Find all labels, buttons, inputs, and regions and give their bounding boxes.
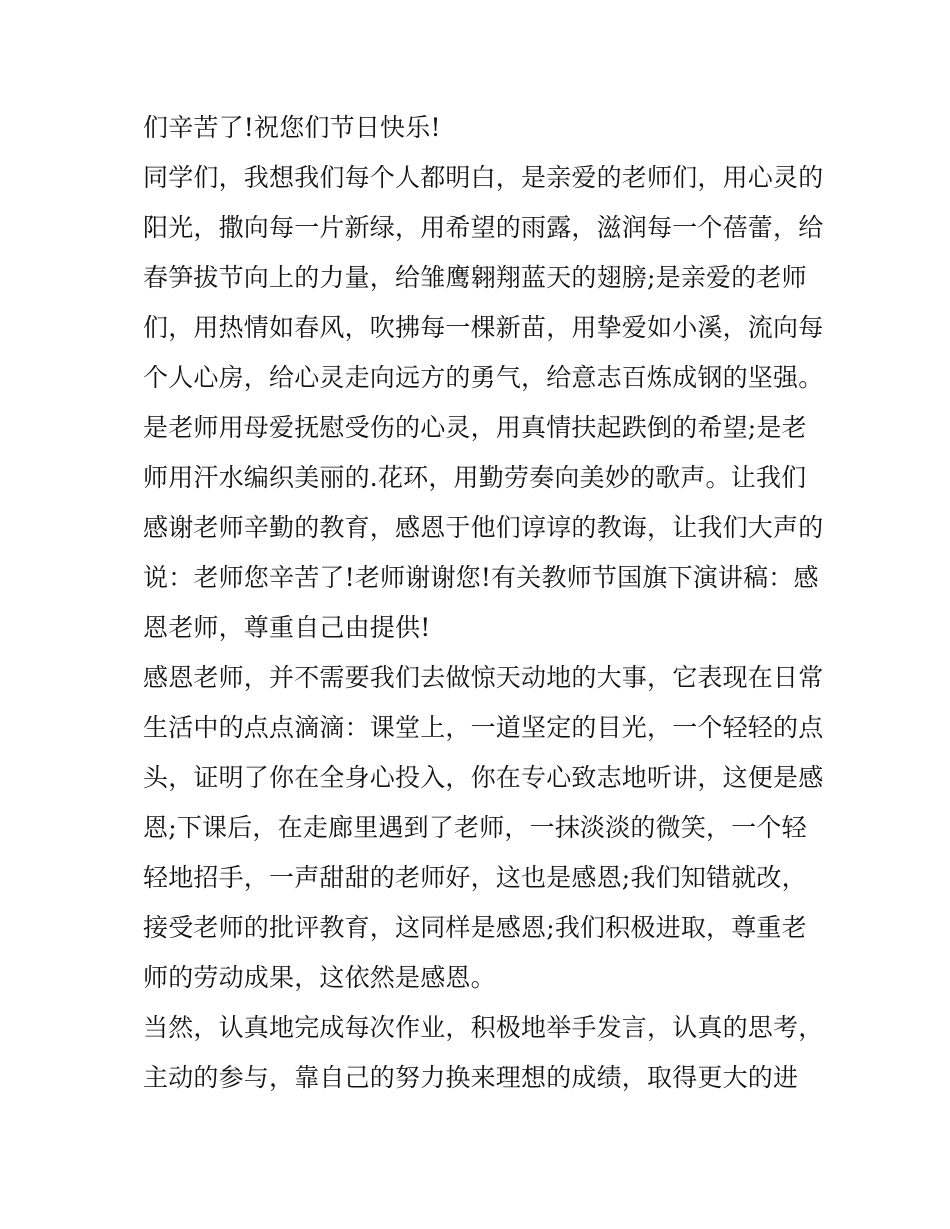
text-line: 个人心房，给心灵走向远方的勇气，给意志百炼成钢的坚强。	[143, 363, 824, 392]
text-line: 头，证明了你在全身心投入，你在专心致志地听讲，这便是感	[143, 763, 824, 792]
text-line: 师的劳动成果，这依然是感恩。	[143, 963, 496, 992]
text-line: 阳光，撒向每一片新绿，用希望的雨露，滋润每一个蓓蕾，给	[143, 213, 824, 242]
text-line: 主动的参与，靠自己的努力换来理想的成绩，取得更大的进	[143, 1063, 799, 1092]
text-line: 生活中的点点滴滴：课堂上，一道坚定的目光，一个轻轻的点	[143, 713, 824, 742]
text-line: 师用汗水编织美丽的.花环，用勤劳奏向美妙的歌声。让我们	[143, 463, 807, 492]
text-line: 们，用热情如春风，吹拂每一棵新苗，用挚爱如小溪，流向每	[143, 313, 824, 342]
text-line: 春笋拔节向上的力量，给雏鹰翱翔蓝天的翅膀;是亲爱的老师	[143, 263, 807, 292]
text-line: 接受老师的批评教育，这同样是感恩;我们积极进取，尊重老	[143, 913, 807, 942]
text-line: 感恩老师，并不需要我们去做惊天动地的大事，它表现在日常	[143, 663, 824, 692]
text-line: 们辛苦了!祝您们节日快乐!	[143, 113, 441, 142]
text-line: 当然，认真地完成每次作业，积极地举手发言，认真的思考，	[143, 1013, 824, 1042]
text-line: 轻地招手，一声甜甜的老师好，这也是感恩;我们知错就改，	[143, 863, 807, 892]
text-line: 是老师用母爱抚慰受伤的心灵，用真情扶起跌倒的希望;是老	[143, 413, 807, 442]
text-line: 恩;下课后，在走廊里遇到了老师，一抹淡淡的微笑，一个轻	[143, 813, 807, 842]
text-line: 同学们，我想我们每个人都明白，是亲爱的老师们，用心灵的	[143, 163, 824, 192]
text-line: 恩老师，尊重自己由提供!	[143, 613, 431, 642]
text-line: 说：老师您辛苦了!老师谢谢您!有关教师节国旗下演讲稿：感	[143, 563, 819, 592]
text-line: 感谢老师辛勤的教育，感恩于他们谆谆的教诲，让我们大声的	[143, 513, 824, 542]
